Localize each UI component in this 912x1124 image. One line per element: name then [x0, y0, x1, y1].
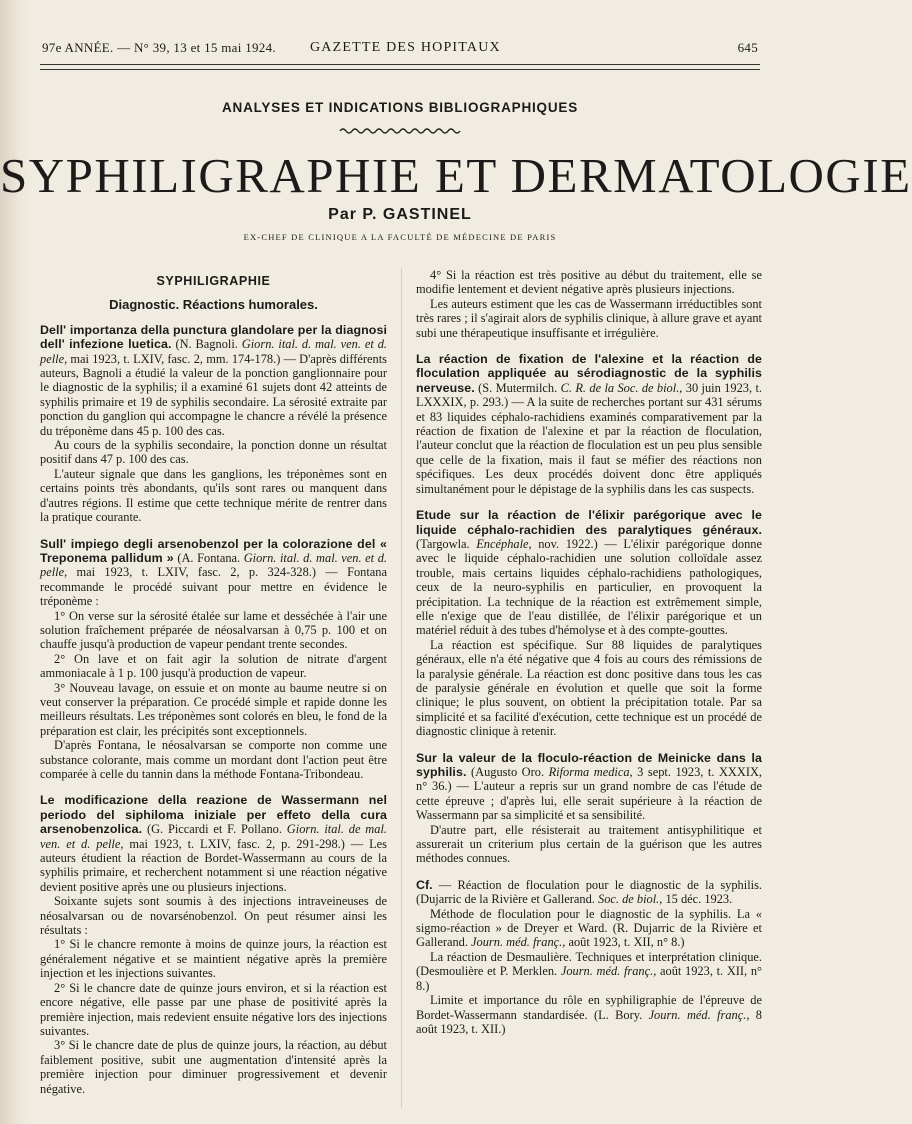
- journal-ref: Riforma medica,: [548, 765, 633, 779]
- reference-text: Méthode de floculation pour le diagnostic de la syphilis. La « sigmo-réaction » de Dreyer et Ward. (R. Dujarric de la Rivière et Gallerand.: [416, 906, 762, 950]
- reference-text: La réaction de Desmaulière. Techniques et interprétation clinique. (Desmoulière et P. Merklen.: [416, 949, 762, 979]
- journal-ref: C. R. de la Soc. de biol.,: [560, 380, 683, 395]
- abstract-continuation: [416, 268, 762, 340]
- abstract-paragraph: [40, 537, 387, 609]
- issue-info: 97e ANNÉE. — N° 39, 13 et 15 mai 1924.: [42, 40, 276, 55]
- cf-label: Cf.: [416, 877, 433, 892]
- page-number: 645: [737, 40, 758, 55]
- abstract-title: Dell' importanza della punctura glandolare per la diagnosi dell' infezione luetica.: [40, 322, 387, 352]
- main-title: SYPHILIGRAPHIE ET DERMATOLOGIE: [0, 148, 912, 203]
- abstract-paragraph: 2° Si le chancre date de quinze jours environ, et si la réaction est encore négative, elle passe par une phase de positivité après la première injection, mais redevient ensuite négative lors des injections suivantes.: [40, 980, 387, 1038]
- citation-text: (Augusto Oro.: [466, 765, 549, 779]
- reference-text: août 1923, t. XII, n° 8.): [565, 935, 685, 950]
- column-subheading: Diagnostic. Réactions humorales.: [109, 297, 318, 313]
- abstract-text: mai 1923, t. LXIV, fasc. 2, p. 324-328.) — Fontana recommande le procédé suivant pour mettre en évidence le tréponème :: [40, 565, 387, 609]
- reference-text: août 1923, t. XII, n° 8.): [416, 964, 762, 993]
- cf-paragraph: [416, 950, 762, 993]
- abstract-title: La réaction de fixation de l'alexine et la réaction de floculation appliquée au sérodiagnostic de la syphilis nerveuse.: [416, 352, 762, 395]
- author: Par P. GASTINEL: [328, 206, 472, 223]
- running-head: [42, 40, 758, 60]
- header-rule: [40, 64, 760, 70]
- abstract-paragraph: L'auteur signale que dans les ganglions, les tréponèmes sont en certains points très abondants, qu'ils sont rares ou manquent dans d'autres régions. Il estime que cette technique mérite de rentrer dans la pratique courante.: [40, 466, 387, 525]
- reference-text: — Réaction de floculation pour le diagnostic de la syphilis. (Dujarric de la Rivière et Gallerand.: [416, 877, 762, 907]
- author-title: EX-CHEF DE CLINIQUE A LA FACULTÉ DE MÉDECINE DE PARIS: [243, 232, 557, 242]
- abstract-paragraph: 1° Si le chancre remonte à moins de quinze jours, la réaction est généralement négative et se maintient négative après la première injection et les injections suivantes.: [40, 937, 387, 981]
- journal-ref: Journ. méd. franç.,: [471, 935, 566, 950]
- abstract-title: Sur la valeur de la floculo-réaction de Meinicke dans la syphilis.: [416, 750, 762, 779]
- right-column: [416, 268, 762, 1118]
- abstract-entry: [40, 537, 387, 782]
- abstract-paragraph: [416, 352, 762, 496]
- abstract-entry: [416, 508, 762, 739]
- abstract-text: nov. 1922.) — L'élixir parégorique donne avec le liquide céphalo-rachidien une solution colloïdale assez trouble, mais certains liquides céphalo-rachidiens pathologiques, ceux de la neuro-syphilis en particulier, en provoquent la précipitation. La technique de la réaction est extrêmement simple, elle n'exige que de l'eau distillée, de l'élixir parégorique et un matériel réduit à des tubes d'hémolyse et à des compte-gouttes.: [416, 536, 762, 638]
- abstract-paragraph: D'autre part, elle résisterait au traitement antisyphilitique et assurerait un criterium plus certain de la guérison que les autres méthodes connues.: [416, 822, 762, 866]
- cf-paragraph: [416, 993, 762, 1036]
- reference-text: Limite et importance du rôle en syphiligraphie de l'épreuve de Bordet-Wassermann standardisée. (L. Bory.: [416, 993, 762, 1022]
- abstract-paragraph: [40, 793, 387, 894]
- abstract-paragraph: [416, 751, 762, 823]
- abstract-entry: [40, 793, 387, 1096]
- citation-text: (N. Bagnoli.: [171, 337, 242, 352]
- column-divider: [401, 268, 402, 1108]
- abstract-paragraph: 1° On verse sur la sérosité étalée sur lame et desséchée à l'air une solution fraîchement préparée de néosalvarsan à 0,75 p. 100 et on chauffe jusqu'à production de vapeur pendant trente secondes.: [40, 608, 387, 652]
- abstract-paragraph: D'après Fontana, le néosalvarsan se comporte non comme une substance colorante, mais comme un mordant dont l'action peut être comparée à celle du tannin dans la méthode Fontana-Tribondeau.: [40, 738, 387, 781]
- abstract-text: mai 1923, t. LXIV, fasc. 2, p. 291-298.) — Les auteurs étudient la réaction de Bordet-Wassermann au cours de la syphilis primaire, et recherchent notamment si une réaction négative devient positive après une ou plusieurs injections.: [40, 836, 387, 894]
- abstract-paragraph: 3° Si le chancre date de plus de quinze jours, la réaction, au début faiblement positive, subit une augmentation d'intensité après la première injection pour diminuer progressivement et devenir négative.: [40, 1038, 387, 1096]
- citation-text: (Targowla.: [416, 536, 477, 551]
- abstract-text: mai 1923, t. LXIV, fasc. 2, mm. 174-178.) — D'après différents auteurs, Bagnoli a étudié la valeur de la ponction ganglionnaire pour le diagnostic de la syphilis; il a examiné 61 sujets dont 42 atteints de syphilis primaire et 19 de syphilis secondaire. La sérosité extraite par ponction du ganglion qui accompagne le chancre a révélé la présence du tréponème dans 45 p. 100 des cas.: [40, 351, 387, 438]
- journal-ref: Encéphale,: [476, 536, 532, 551]
- journal-ref: Soc. de biol.,: [598, 892, 663, 907]
- citation-text: (G. Piccardi et F. Pollano.: [142, 822, 287, 837]
- abstract-entry: [40, 323, 387, 525]
- cf-paragraph: [416, 878, 762, 907]
- reference-text: 15 déc. 1923.: [662, 892, 733, 907]
- abstract-paragraph: La réaction est spécifique. Sur 88 liquides de paralytiques généraux, elle n'a été négative que 4 fois au cours des rémissions de la paralysie générale. La réaction est donc positive dans tous les cas de paralysie générale en évolution et quelle que soit la forme clinique; le plus souvent, on obtient la précipitation totale. Par sa simplicité et sa facilité d'exécution, cette technique est un procédé de diagnostic clinique à retenir.: [416, 637, 762, 739]
- abstract-title: Le modificazione della reazione de Wassermann nel periodo del siphiloma iniziale per effeto della cura arsenobenzolica.: [40, 793, 387, 837]
- abstract-paragraph: [40, 323, 387, 438]
- abstract-paragraph: 4° Si la réaction est très positive au début du traitement, elle se modifie lentement et devient négative après plusieurs injections.: [416, 268, 762, 297]
- abstract-paragraph: 3° Nouveau lavage, on essuie et on monte au baume neutre si on veut conserver la préparation. Ce procédé simple et rapide donne les meilleurs résultats. Les tréponèmes sont colorés en bleu, le fond de la préparation est clair, les précipités sont exceptionnels.: [40, 680, 387, 738]
- abstract-paragraph: Soixante sujets sont soumis à des injections intraveineuses de néosalvarsan ou de novarsénobenzol. On peut résumer ainsi les résultats :: [40, 894, 387, 938]
- cf-paragraph: [416, 907, 762, 950]
- abstract-paragraph: [416, 508, 762, 638]
- abstract-entry: [416, 751, 762, 866]
- cf-references: [416, 878, 762, 1036]
- abstract-text: 3 sept. 1923, t. XXXIX, n° 36.) — L'auteur a repris sur un grand nombre de cas l'étude de cette épreuve ; d'après lui, elle serait supérieure à la réaction de Wassermann par sa simplicité et sa sensibilité.: [416, 765, 762, 823]
- wavy-ornament: [340, 127, 460, 135]
- abstract-paragraph: 2° On lave et on fait agir la solution de nitrate d'argent ammoniacale à 1 p. 100 jusqu'à production de vapeur.: [40, 651, 387, 681]
- column-heading: SYPHILIGRAPHIE: [156, 274, 271, 288]
- journal-ref: Giorn. ital. d. mal. ven. et d. pelle,: [40, 337, 387, 366]
- section-heading: ANALYSES ET INDICATIONS BIBLIOGRAPHIQUES: [221, 100, 579, 115]
- journal-name: GAZETTE DES HOPITAUX: [310, 40, 501, 55]
- journal-ref: Journ. méd. franç.,: [560, 964, 657, 979]
- abstract-paragraph: Les auteurs estiment que les cas de Wassermann irréductibles sont très rares ; il s'agirait alors de syphilis clinique, à allure grave et ayant subi une thérapeutique insuffisante et irrégulière.: [416, 296, 762, 340]
- journal-ref: Giorn. ital. d. mal. ven. et d. pelle,: [40, 550, 387, 580]
- abstract-text: 30 juin 1923, t. LXXXIX, p. 293.) — A la suite de recherches portant sur 431 sérums et 83 liquides céphalo-rachidiens examinés comparativement par la réaction de fixation de l'alexine et par la réaction de floculation, l'auteur conclut que la réaction de floculation est un peu plus sensible que celle de la fixation, mais il faut se méfier des réactions non spécifiques. Les deux procédés doivent donc être appliqués simultanément pour le dépistage de la syphilis dans les cas suspects.: [416, 380, 762, 496]
- left-column: [40, 268, 387, 1118]
- abstract-entry: [416, 352, 762, 496]
- journal-ref: Giorn. ital. de mal. ven. et d. pelle,: [40, 822, 387, 851]
- abstract-title: Etude sur la réaction de l'élixir parégorique avec le liquide céphalo-rachidien des paralytiques généraux.: [416, 508, 762, 537]
- reference-text: 8 août 1923, t. XII.): [416, 1007, 762, 1036]
- abstract-title: Sull' impiego degli arsenobenzol per la colorazione del « Treponema pallidum »: [40, 536, 387, 565]
- citation-text: (A. Fontana.: [173, 550, 244, 565]
- journal-ref: Journ. méd. franç.,: [648, 1007, 750, 1022]
- citation-text: (S. Mutermilch.: [474, 380, 561, 395]
- abstract-paragraph: Au cours de la syphilis secondaire, la ponction donne un résultat positif dans 47 p. 100 des cas.: [40, 438, 387, 467]
